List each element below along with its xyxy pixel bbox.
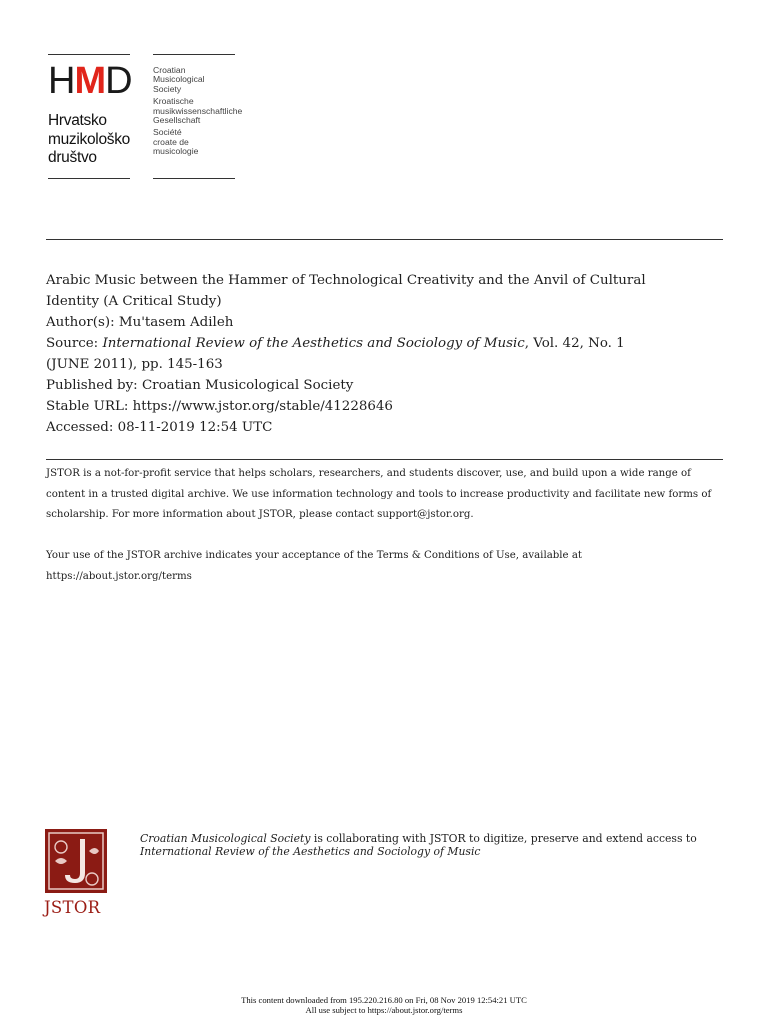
jstor-emblem-graphic: [45, 829, 107, 893]
logo-rule: [48, 178, 130, 179]
logo-translation-french: [153, 128, 268, 156]
download-stamp: [0, 995, 768, 1015]
logo-translation-line: Croatian: [153, 65, 186, 75]
logo-translation-line: croate de: [153, 136, 189, 147]
logo-translation-german: [153, 97, 268, 125]
accessed-date: 08-11-2019 12:54 UTC: [117, 420, 273, 435]
stable-url-line: [46, 396, 726, 417]
author-line: [46, 312, 726, 333]
collab-text: is collaborating with JSTOR to digitize, preserve and extend access to: [310, 832, 697, 845]
article-title-line-1: Arabic Music between the Hammer of Technological Creativity and the Anvil of Cultural: [46, 273, 646, 288]
publisher-logo: [46, 54, 266, 184]
terms-line: All use subject to https://about.jstor.org/terms: [305, 1005, 463, 1015]
logo-mark: [48, 62, 132, 100]
logo-rule: [153, 178, 235, 179]
logo-name-croatian: [48, 112, 143, 168]
stable-url-link[interactable]: https://www.jstor.org/stable/41228646: [132, 399, 393, 414]
logo-mark-d: D: [105, 60, 132, 102]
volume-issue: , Vol. 42, No. 1: [524, 336, 625, 351]
terms-notice: Your use of the JSTOR archive indicates your acceptance of the Terms & Conditions of Use, available at https://about.jstor.org/terms: [46, 550, 582, 582]
collab-journal: International Review of the Aesthetics and Sociology of Music: [140, 845, 481, 858]
logo-name-line: Hrvatsko: [48, 112, 107, 129]
logo-mark-m: M: [74, 60, 106, 102]
author-label: Author(s):: [46, 315, 115, 330]
logo-translation-line: Musicological: [153, 74, 205, 85]
source-line: [46, 333, 726, 354]
jstor-wordmark: JSTOR: [44, 898, 101, 917]
jstor-emblem-icon: [45, 829, 107, 893]
collaboration-statement: [140, 832, 720, 858]
publisher-name: Croatian Musicological Society: [141, 378, 354, 393]
logo-translation-line: Société: [153, 127, 182, 138]
logo-mark-h: H: [48, 60, 75, 102]
logo-translations: [153, 66, 268, 160]
source-label: Source:: [46, 336, 99, 351]
logo-translation-line: Kroatische: [153, 96, 194, 107]
logo-rule: [48, 54, 130, 55]
publisher-label: Published by:: [46, 378, 138, 393]
logo-translation-line: musikwissenschaftliche: [153, 105, 243, 116]
author-name: Mu'tasem Adileh: [118, 315, 234, 330]
publisher-line: [46, 375, 726, 396]
accessed-label: Accessed:: [46, 420, 114, 435]
logo-rule: [153, 54, 235, 55]
header-divider: [46, 239, 723, 240]
logo-translation-line: Society: [153, 83, 182, 94]
logo-name-line: muzikološko: [48, 130, 130, 148]
logo-translation-line: Gesellschaft: [153, 115, 201, 126]
stable-url-label: Stable URL:: [46, 399, 129, 414]
accessed-line: [46, 417, 726, 438]
collab-society: Croatian Musicological Society: [140, 832, 311, 845]
download-line: This content downloaded from 195.220.216.80 on Fri, 08 Nov 2019 12:54:21 UTC: [241, 995, 527, 1005]
date-pages: (JUNE 2011), pp. 145-163: [46, 357, 223, 372]
jstor-notice: JSTOR is a not-for-profit service that helps scholars, researchers, and students discover, use, and build upon a wide range of content in a trusted digital archive. We use information technology and tools to increase productivity and facilitate new forms of scholarship. For more information about JSTOR, please contact support@jstor.org.: [46, 468, 712, 520]
journal-title: International Review of the Aesthetics and Sociology of Music: [102, 336, 525, 351]
logo-translation-line: musicologie: [153, 146, 199, 157]
citation-block: [46, 270, 726, 438]
citation-divider: [46, 459, 723, 460]
logo-name-line: društvo: [48, 149, 97, 166]
logo-translation-english: [153, 66, 268, 94]
article-title-line-2: Identity (A Critical Study): [46, 294, 222, 309]
